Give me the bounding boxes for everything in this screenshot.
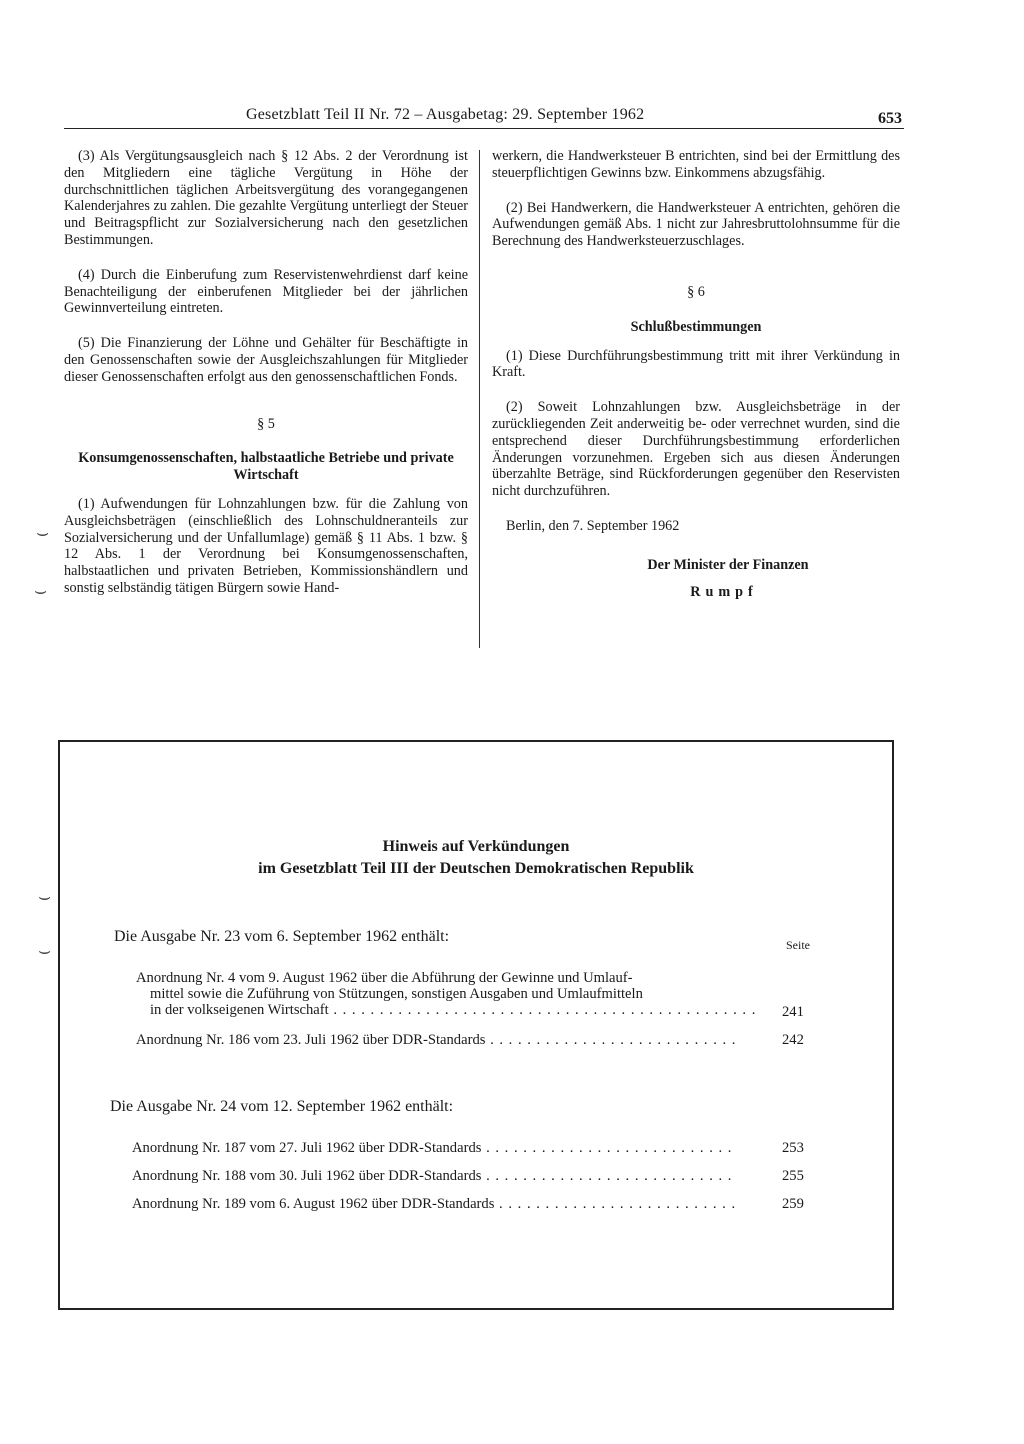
paragraph-3: (3) Als Vergütungsausgleich nach § 12 Abs. 2 der Verordnung ist den Mitgliedern eine tägliche Vergütung in Höhe der durchschnittlichen täglichen Arbeitsvergütung des vorangegangenen Kalenderjahres zu zahlen. Die gezahlte Vergütung unterliegt der Steuer und Beitragspflicht zur Sozialversicherung nach den gesetzlichen Bestimmungen.: [64, 148, 468, 248]
signatory-title: Der Minister der Finanzen: [647, 556, 809, 573]
entry-page-number: 242: [782, 1032, 804, 1048]
right-column: [492, 148, 900, 600]
list-item: [136, 970, 766, 1018]
column-divider: [479, 150, 480, 648]
section-6-paragraph-2: (2) Soweit Lohnzahlungen bzw. Ausgleichsbeträge in der zurückliegenden Zeit anderweitig be- oder verrechnet wurden, sind die entsprechend dieser Durchführungsbestimmung erforderlichen Änderungen vorzunehmen. Ergeben sich aus diesen Änderungen überzahlte Beträge, sind Rückforderungen gegenüber den Reservisten nicht durchzuführen.: [492, 399, 900, 500]
page-number: 653: [878, 110, 902, 127]
entry-page-number: 241: [782, 1004, 804, 1020]
list-item: [132, 1196, 762, 1212]
section-6-number: § 6: [687, 283, 705, 300]
seite-label: Seite: [786, 938, 810, 952]
header-title: Gesetzblatt Teil II Nr. 72 – Ausgabetag: 29. September 1962: [246, 106, 645, 123]
list-item: [136, 1032, 766, 1048]
page-header: [64, 106, 904, 129]
entry-line: Anordnung Nr. 186 vom 23. Juli 1962 über DDR-Standards: [136, 1032, 486, 1048]
entry-page-number: 259: [782, 1196, 804, 1212]
notice-box: [58, 740, 894, 1310]
signatory-name: Rumpf: [690, 583, 758, 600]
date-line: Berlin, den 7. September 1962: [506, 517, 680, 534]
list-item: [132, 1168, 762, 1184]
section-5-paragraph-1: (1) Aufwendungen für Lohnzahlungen bzw. für die Zahlung von Ausgleichsbeträgen (einschließlich des Lohnschuldneranteils zur Sozialversicherung und der Unfallumlage) gemäß § 11 Abs. 1 bzw. § 12 Abs. 1 der Verordnung bei Konsumgenossenschaften, halbstaatlichen und privaten Betrieben, Kommissionshändlern und sonstig selbständig tätigen Bürgern sowie Hand-: [64, 495, 468, 596]
section-5-number: § 5: [257, 415, 275, 432]
leader-dots: . . . . . . . . . . . . . . . . . . . . . . . . . . . . . . . . . . . . . . . . . . . . . .: [328, 1002, 757, 1018]
leader-dots: . . . . . . . . . . . . . . . . . . . . . . . . . .: [494, 1196, 737, 1212]
margin-check-mark: ⌣: [38, 884, 52, 908]
margin-check-mark: ⌣: [34, 578, 48, 602]
leader-dots: . . . . . . . . . . . . . . . . . . . . . . . . . . .: [485, 1032, 737, 1048]
paragraph-5: (5) Die Finanzierung der Löhne und Gehälter für Beschäftigte in den Genossenschaften sowie der Ausgleichszahlungen für Mitglieder dieser Genossenschaften erfolgt aus den genossenschaftlichen Fonds.: [64, 335, 468, 385]
left-column: [64, 148, 468, 615]
entry-line: in der volkseigenen Wirtschaft: [150, 1002, 329, 1018]
paragraph-2: (2) Bei Handwerkern, die Handwerksteuer A entrichten, gehören die Aufwendungen gemäß Abs. 1 nicht zur Jahresbruttolohnsumme für die Berechnung des Handwerksteuerzuschlages.: [492, 199, 900, 250]
leader-dots: . . . . . . . . . . . . . . . . . . . . . . . . . . .: [481, 1140, 733, 1156]
entry-line: Anordnung Nr. 188 vom 30. Juli 1962 über DDR-Standards: [132, 1168, 482, 1184]
issue-23-heading: Die Ausgabe Nr. 23 vom 6. September 1962 enthält:: [114, 928, 450, 945]
section-5-title: Konsumgenossenschaften, halbstaatliche Betriebe und private Wirtschaft: [78, 450, 454, 484]
entry-line: Anordnung Nr. 189 vom 6. August 1962 über DDR-Standards: [132, 1196, 495, 1212]
list-item: [132, 1140, 762, 1156]
entry-page-number: 255: [782, 1168, 804, 1184]
margin-check-mark: ⌣: [38, 938, 52, 962]
entry-line: mittel sowie die Zuführung von Stützungen, sonstigen Ausgaben und Umlaufmitteln: [150, 986, 643, 1002]
notice-subtitle: im Gesetzblatt Teil III der Deutschen Demokratischen Republik: [258, 860, 694, 877]
section-6-paragraph-1: (1) Diese Durchführungsbestimmung tritt mit ihrer Verkündung in Kraft.: [492, 347, 900, 381]
issue-24-heading: Die Ausgabe Nr. 24 vom 12. September 1962 enthält:: [110, 1098, 454, 1115]
paragraph-4: (4) Durch die Einberufung zum Reservistenwehrdienst darf keine Benachteiligung der einberufenen Mitglieder bei der jährlichen Gewinnverteilung eintreten.: [64, 266, 468, 317]
entry-line: Anordnung Nr. 187 vom 27. Juli 1962 über DDR-Standards: [132, 1140, 482, 1156]
continuation-paragraph: werkern, die Handwerksteuer B entrichten, sind bei der Ermittlung des steuerpflichtigen Gewinns bzw. Einkommens abzugsfähig.: [492, 148, 900, 181]
entry-page-number: 253: [782, 1140, 804, 1156]
notice-title: Hinweis auf Verkündungen: [382, 838, 570, 855]
margin-check-mark: ⌣: [36, 520, 50, 544]
leader-dots: . . . . . . . . . . . . . . . . . . . . . . . . . . .: [481, 1168, 733, 1184]
entry-line: Anordnung Nr. 4 vom 9. August 1962 über die Abführung der Gewinne und Umlauf-: [136, 970, 633, 986]
section-6-title: Schlußbestimmungen: [630, 318, 762, 335]
